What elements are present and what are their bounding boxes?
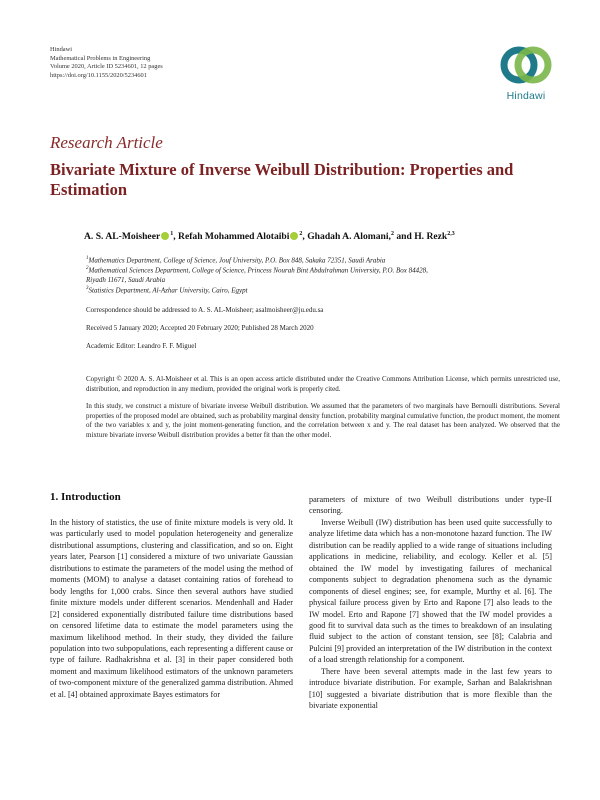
body-column-left [50,517,293,700]
body-column-right [309,494,552,712]
author-sup: 1 [170,231,174,237]
academic-editor: Academic Editor: Leandro F. F. Miguel [86,342,197,350]
affiliation: $^3$Statistics Department, Al-Azhar University, Cairo, Egypt [86,286,248,295]
paragraph: In the history of statistics, the use of finite mixture models is very old. It was particularly used to model population heterogeneity and generalize distributional assumptions, clustering and classification, and so on. Eight years later, Pearson [1] considered a mixture of two univariate Gaussian distributions to estimate the parameters of the model using the method of moments (MOM) to analyse a dataset containing ratios of forehead to body lengths for 1,000 crabs. Since then several authors have studied finite mixture models under different scenarios. Mendenhall and Hader [2] considered exponentially distributed failure time distributions based on censored lifetime data to estimate the model parameters using the maximum likelihood method. In their study, they divided the failure population into two subpopulations, each representing a different cause or type of failure. Radhakrishna et al. [3] in their paper considered both moment and maximum likelihood estimators of the unknown parameters of two-component mixture of the generalized gamma distribution. Ahmed et al. [4] obtained approximate Bayes estimators for [50,518,293,699]
paragraph: parameters of mixture of two Weibull distributions under type-II censoring. [309,495,552,516]
journal-header [50,46,163,80]
section-heading: 1. Introduction [50,491,121,503]
article-type: Research Article [50,133,163,152]
author-sup: 2,3 [447,231,455,237]
doi-link[interactable]: https://doi.org/10.1155/2020/5234601 [50,71,147,79]
paper-title: Bivariate Mixture of Inverse Weibull Distribution: Properties and Estimation [50,160,514,199]
author-sup: 2 [299,231,303,237]
orcid-icon[interactable] [290,232,298,240]
paragraph: Inverse Weibull (IW) distribution has been used quite successfully to analyze lifetime data which has a non-monotone hazard function. The IW distribution can be readily applied to a wide range of situations including applications in medicine, reliability, and ecology. Keller et al. [5] obtained the IW model by investigating failures of mechanical components subject to degradation phenomena such as the dynamic components of diesel engines; see, for example, Murthy et al. [6]. The physical failure process given by Erto and Rapone [7] also leads to the IW model. Erto and Rapone [7] showed that the IW model provides a good fit to survival data such as the times to breakdown of an insulating fluid subject to the action of constant tension, see [8]; Calabria and Pulcini [9] provided an interpretation of the IW distribution in the context of a load strength relationship for a component. [309,517,552,665]
author-name[interactable]: Ghadah A. Alomani, [307,231,391,243]
logo-text: Hindawi [506,90,546,102]
hindawi-logo [496,42,556,108]
author-name[interactable]: Refah Mohammed Alotaibi [178,231,290,243]
author-name[interactable]: A. S. AL-Moisheer [84,231,161,243]
author-sup: 2 [390,231,394,237]
journal-name: Mathematical Problems in Engineering [50,54,151,62]
publisher-name: Hindawi [50,46,73,53]
orcid-icon[interactable] [161,232,169,240]
publication-dates: Received 5 January 2020; Accepted 20 February 2020; Published 28 March 2020 [86,324,314,332]
correspondence: Correspondence should be addressed to A. S. AL-Moisheer; asalmoisheer@ju.edu.sa [86,306,324,314]
author-name[interactable]: H. Rezk [414,231,448,243]
abstract: In this study, we construct a mixture of bivariate inverse Weibull distribution. We assumed that the parameters of two marginals have Bernoulli distributions. Several properties of the proposed model are obtained, such as probability marginal density function, probability marginal cumulative function, the product moment, the moment of the two variables x and y, the joint moment-generating function, and the correlation between x and y. The real dataset has been analyzed. We observed that the mixture bivariate inverse Weibull distribution provides a better fit than the other model. [86,402,560,439]
paragraph: There have been several attempts made in the last few years to introduce bivariate distribution. For example, Sarhan and Balakrishnan [10] suggested a bivariate distribution that is more flexible than the bivariate exponential [309,666,552,711]
author-list: A. S. AL-Moisheer $^1$, Refah Mohammed Alotaibi $^2$, Ghadah A. Alomani,$^2$ and H. Rezk$^{2,3}$ [84,231,455,243]
affiliation: $^2$Mathematical Sciences Department, College of Science, Princess Nourah Bint Abdulrahman University, P.O. Box 84428, Riyadh 11671, Saudi Arabia [86,266,428,284]
affiliation: $^1$Mathematics Department, College of Science, Jouf University, P.O. Box 848, Sakaka 72351, Saudi Arabia [86,256,386,265]
hindawi-logo-icon [496,42,556,88]
volume-line: Volume 2020, Article ID 5234601, 12 pages [50,63,163,71]
copyright-notice: Copyright © 2020 A. S. Al-Moisheer et al. This is an open access article distributed under the Creative Commons Attribution License, which permits unrestricted use, distribution, and reproduction in any medium, provided the original work is properly cited. [86,375,560,393]
